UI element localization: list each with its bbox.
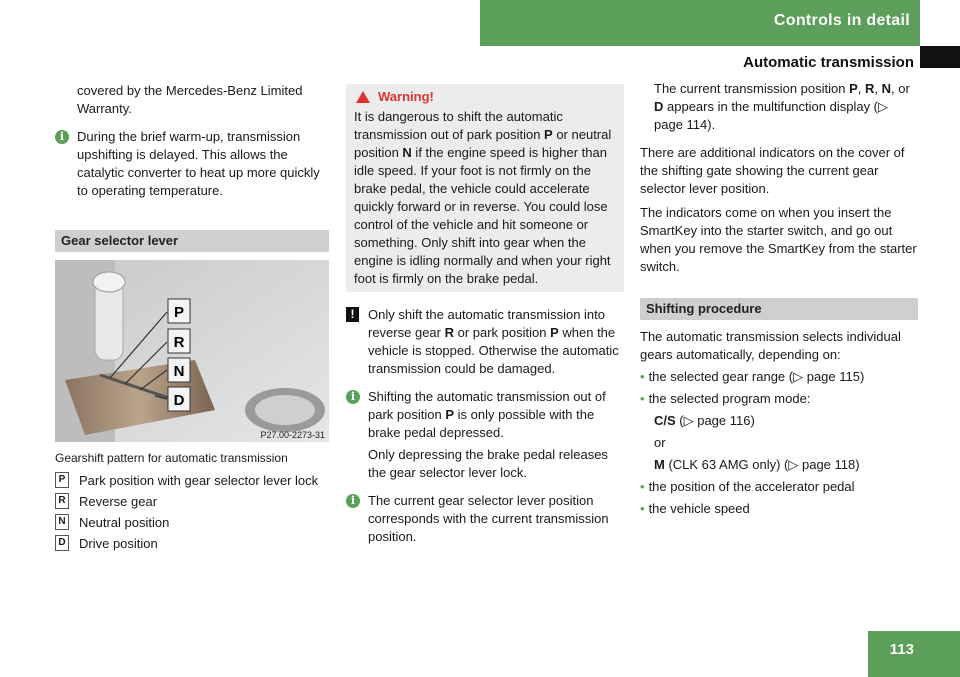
gear-label-d: D <box>173 392 185 409</box>
list-item: • the position of the accelerator pedal <box>640 479 855 494</box>
smartkey-text: The indicators come on when you insert the SmartKey into the starter switch, and go out when you remove the SmartKey from the starter switch. <box>640 205 917 274</box>
shifting-factors-list <box>640 366 918 520</box>
photo-code: P27.00-2273-31 <box>260 430 325 440</box>
shifting-procedure-header <box>640 298 918 320</box>
exclamation-icon: ! <box>346 307 359 322</box>
key-text: Park position with gear selector lever lock <box>79 473 319 488</box>
info-icon: i <box>55 130 69 144</box>
key-text: Reverse gear <box>79 494 158 509</box>
list-item <box>55 533 335 554</box>
intro-text: covered by the Mercedes-Benz Limited Warranty. <box>77 83 303 116</box>
shifting-intro: The automatic transmission selects individual gears automatically, depending on: <box>640 329 901 362</box>
key-d: D <box>55 535 69 551</box>
list-item <box>55 491 335 512</box>
key-text: Neutral position <box>79 515 170 530</box>
info-icon: i <box>346 494 360 508</box>
gear-label-r: R <box>173 334 185 351</box>
caution-note <box>346 306 624 378</box>
key-p: P <box>55 472 69 488</box>
list-item <box>55 470 335 491</box>
caution-text: Only shift the automatic transmission into reverse gear R or park position P when the vehicle is stopped. Otherwise the automatic transmission could be damaged. <box>368 307 619 376</box>
warning-triangle-icon <box>356 91 370 103</box>
display-position-text: The current transmission position P, R, N, or D appears in the multifunction display (▷ page 114). <box>654 81 910 132</box>
list-item: • the selected program mode: <box>640 391 811 406</box>
info-note-extra: Only depressing the brake pedal releases the gear selector lever lock. <box>368 447 608 480</box>
header-subsection-title: Automatic transmission <box>743 54 914 71</box>
key-r: R <box>55 493 69 509</box>
gear-selector-section-header <box>55 230 329 252</box>
page-number-box <box>868 631 960 677</box>
info-note-text: The current gear selector lever position corresponds with the current transmission position. <box>368 493 609 544</box>
section-title: Shifting procedure <box>646 301 762 316</box>
list-item <box>55 512 335 533</box>
gear-selector-photo <box>55 260 329 442</box>
column-2 <box>346 84 624 546</box>
bullet-icon: • <box>640 369 645 384</box>
gear-label-n: N <box>173 363 185 380</box>
program-mode-m: M (CLK 63 AMG only) (▷ page 118) <box>654 457 860 472</box>
photo-caption: Gearshift pattern for automatic transmission <box>55 451 288 465</box>
bullet-icon: • <box>640 501 645 516</box>
warning-title: Warning! <box>378 89 434 104</box>
info-note-position <box>346 492 624 546</box>
info-note-text: During the brief warm-up, transmission upshifting is delayed. This allows the catalytic converter to heat up more quickly to operating temperature. <box>77 129 320 198</box>
bullet-icon: • <box>640 391 645 406</box>
column-3 <box>640 80 918 520</box>
column-1 <box>55 82 331 210</box>
key-n: N <box>55 514 69 530</box>
header-black-tab <box>920 46 960 68</box>
warning-header <box>354 88 616 106</box>
gear-label-p: P <box>173 304 185 321</box>
list-item: • the vehicle speed <box>640 501 750 516</box>
program-mode-or: or <box>654 435 666 450</box>
gear-selector-illustration <box>55 260 329 442</box>
warning-box <box>346 84 624 292</box>
indicators-text: There are additional indicators on the cover of the shifting gate showing the current gear selector lever position. <box>640 145 905 196</box>
info-note-shift <box>346 388 624 442</box>
gear-key-list <box>55 470 335 554</box>
list-item: • the selected gear range (▷ page 115) <box>640 369 865 384</box>
bullet-icon: • <box>640 479 645 494</box>
program-mode-cs: C/S (▷ page 116) <box>654 413 755 428</box>
header-section-title: Controls in detail <box>773 12 910 29</box>
header-section-bar <box>480 0 920 46</box>
key-text: Drive position <box>79 536 158 551</box>
info-note-warmup <box>55 128 331 200</box>
info-icon: i <box>346 390 360 404</box>
info-note-text: Shifting the automatic transmission out of park position P is only possible with the brake pedal depressed. <box>368 389 606 440</box>
section-title: Gear selector lever <box>55 230 329 252</box>
warning-text: It is dangerous to shift the automatic transmission out of park position P or neutral position N if the engine speed is higher than idle speed. If your foot is not firmly on the brake pedal, the vehicle could accelerate quickly forward or in reverse. You could lose control of the vehicle and hit someone or something. Only shift into gear when the engine is idling normally and when your right foot is firmly on the brake pedal. <box>354 109 612 286</box>
page-number: 113 <box>889 641 914 658</box>
